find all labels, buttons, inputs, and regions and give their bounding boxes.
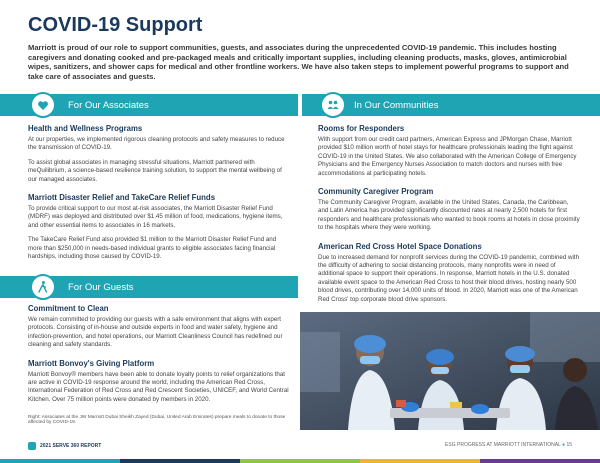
section-heading: Community Caregiver Program xyxy=(318,187,434,197)
photo-caption: Right: Associates at the JW Marriott Dubai Sheikh Zayed (Dubai, United Arab Emirates) prepare meals to donate to those affected by COVID-19. xyxy=(28,415,286,425)
guests-content xyxy=(28,304,290,410)
section-heading: Commitment to Clean xyxy=(28,304,109,313)
section-heading: Rooms for Responders xyxy=(318,124,405,133)
paragraph: To assist global associates in managing stressful situations, Marriott partnered with meQuilibrium, a science-based resilience training solution, to support the mental wellbeing of our managed associates. xyxy=(28,158,282,183)
paragraph: Marriott Bonvoy® members have been able to donate loyalty points to relief organizations that are active in COVID-19 response around the world, including the American Red Cross, International Federation of Red Cross and Red Crescent Societies, UNICEF, and World Central Kitchen. Over 75 million points were donated by members in 2020. xyxy=(28,370,289,403)
section-heading: Health and Wellness Programs xyxy=(28,124,143,133)
paragraph: The TakeCare Relief Fund also provided $1 million to the Marriott Disaster Relief Fund and more than $250,000 in needs-based individual grants to eligible associates facing financial hardships, including those caused by COVID-19. xyxy=(28,236,277,261)
bar-segment xyxy=(480,459,600,463)
section-heading: Marriott Bonvoy's Giving Platform xyxy=(28,358,155,368)
section-heading: American Red Cross Hotel Space Donations xyxy=(318,241,482,251)
guests-header xyxy=(0,276,298,298)
associates-photo xyxy=(300,312,600,430)
paragraph: With support from our credit card partners, American Express and JPMorgan Chase, Marriott provided $10 million worth of hotel stays for healthcare professionals leading the fight against COVID-19 in the United States. We also collaborated with the American College of Emergency Physicians and the Emergency Nurses Association to match doctors and nurses with free accommodations at participating hotels. xyxy=(318,136,577,177)
serve360-logo-icon xyxy=(28,442,36,450)
footer-page-info xyxy=(445,442,572,448)
bar-segment xyxy=(0,459,120,463)
footer-right-text: ESG PROGRESS AT MARRIOTT INTERNATIONAL xyxy=(445,442,561,448)
guests-label: For Our Guests xyxy=(68,281,134,293)
intro-text: Marriott is proud of our role to support communities, guests, and associates during the unprecedented COVID-19 pandemic. This includes hosting caregivers and donating cooked and pre-packaged meals and critically important supplies, including cleaning products, masks, gloves, antimicrobial wipes, sanitizers, and shower caps for medical and other frontline workers. We have also taken steps to implement powerful programs to support and take care of associates and guests. xyxy=(28,43,569,81)
bar-segment xyxy=(120,459,240,463)
associates-label: For Our Associates xyxy=(68,99,149,111)
walking-person-icon xyxy=(30,274,56,300)
paragraph: To provide critical support to our most at-risk associates, the Marriott Disaster Relief Fund (MDRF) was deployed and distributed over $1.45 million of food, medications, hygiene items, and other essential items to associates in 16 markets. xyxy=(28,205,283,229)
footer-report-name xyxy=(28,442,101,450)
communities-header xyxy=(302,94,600,116)
associates-content xyxy=(28,124,290,267)
footer-color-bar xyxy=(0,459,600,463)
bar-segment xyxy=(240,459,360,463)
bar-segment xyxy=(360,459,480,463)
paragraph: The Community Caregiver Program, available in the United States, Canada, the Caribbean, and Latin America has provided significantly discounted rates at nearly 2,500 hotels for first responders and healthcare professionals who wanted to book rooms at hotels in close proximity to the hospitals where they were working. xyxy=(318,199,580,232)
paragraph: Due to increased demand for nonprofit services during the COVID-19 pandemic, combined with the difficulty of adhering to social distancing protocols, many nonprofits were in need of additional space to support their operations. In response, Marriott hotels in the U.S. donated available event space to the American Red Cross to host their blood drives, hosting nearly 500 blood drives, contributing over 14,000 units of blood. In 2020, Marriott was one of the American Red Cross' top corporate blood drive sponsors. xyxy=(318,253,580,303)
communities-content xyxy=(318,124,580,310)
footer-left-text: 2021 SERVE 360 REPORT xyxy=(40,443,102,449)
footer-separator: ● xyxy=(562,442,567,448)
page-title: COVID-19 Support xyxy=(28,14,203,36)
section-heading: Marriott Disaster Relief and TakeCare Relief Funds xyxy=(28,193,216,203)
communities-label: In Our Communities xyxy=(354,99,439,111)
heart-hand-icon xyxy=(30,92,56,118)
paragraph: At our properties, we implemented rigorous cleaning protocols and safety measures to reduce the transmission of COVID-19. xyxy=(28,136,285,152)
page-number: 15 xyxy=(566,442,572,448)
associates-header xyxy=(0,94,298,116)
people-icon xyxy=(320,92,346,118)
paragraph: We remain committed to providing our guests with a safe environment that aligns with expert protocols. Consisting of in-house and outside experts in food and water safety, hygiene and infection-prevention, and hotel operations, our Marriott Cleanliness Council has redefined our cleaning and safety standards. xyxy=(28,316,283,349)
